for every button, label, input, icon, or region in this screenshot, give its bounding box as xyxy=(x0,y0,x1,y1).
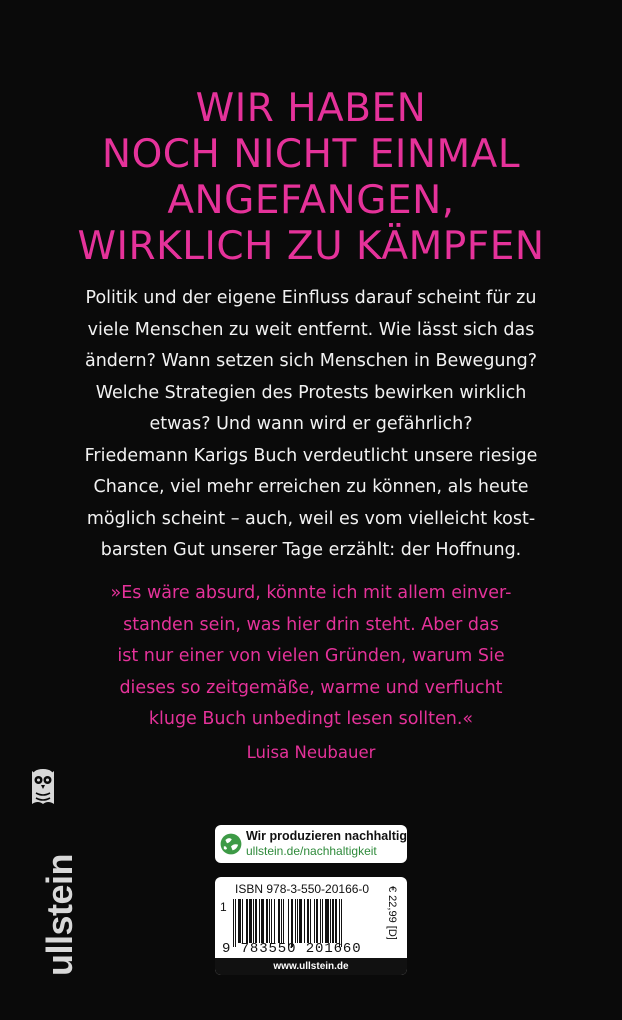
isbn-text: ISBN 978-3-550-20166-0 xyxy=(235,882,370,896)
barcode-bar xyxy=(307,899,309,943)
barcode-bar xyxy=(325,899,328,943)
barcode xyxy=(233,899,379,943)
barcode-bar xyxy=(299,899,302,943)
blurb-line: Welche Strategien des Protests bewirken wirklich xyxy=(95,382,527,403)
barcode-bar xyxy=(281,899,282,943)
barcode-bar xyxy=(246,899,248,943)
blurb-line: Chance, viel mehr erreichen zu können, als heute xyxy=(93,477,529,497)
owl-icon xyxy=(28,766,58,806)
blurb-line: etwas? Und wann wird er gefährlich? xyxy=(149,414,473,434)
quote-line: ist nur einer von vielen Gründen, warum Sie xyxy=(117,646,505,666)
barcode-bar xyxy=(295,899,296,943)
quote-line: dieses so zeitgemäße, warme und verflucht xyxy=(119,677,503,698)
barcode-bar xyxy=(297,899,298,943)
barcode-bar xyxy=(341,899,342,947)
barcode-bar xyxy=(242,899,243,943)
barcode-bar xyxy=(320,899,321,943)
headline-line: WIRKLICH ZU KÄMPFEN xyxy=(77,224,545,269)
headline-line: ANGEFANGEN, xyxy=(167,178,455,223)
barcode-bar xyxy=(253,899,254,943)
blurb-line: ändern? Wann setzen sich Menschen in Bewegung? xyxy=(84,351,538,371)
barcode-bar xyxy=(283,899,284,943)
eco-title: Wir produzieren nachhaltig xyxy=(245,829,407,843)
barcode-bar xyxy=(249,899,252,943)
barcode-bar xyxy=(304,899,305,943)
barcode-bar xyxy=(288,899,289,947)
sustainability-badge xyxy=(215,825,407,863)
barcode-bar xyxy=(330,899,331,943)
eco-url: ullstein.de/nachhaltigkeit xyxy=(245,844,377,858)
barcode-bar xyxy=(316,899,318,943)
blurb-line: möglich scheint – auch, weil es vom vielleicht kost- xyxy=(86,508,536,529)
barcode-digits: 9 783550 201660 xyxy=(222,941,362,957)
barcode-bar xyxy=(310,899,311,943)
barcode-bar xyxy=(271,899,272,943)
barcode-bar xyxy=(266,899,268,943)
quote-line: standen sein, was hier drin steht. Aber das xyxy=(123,614,499,635)
barcode-bar xyxy=(238,899,241,943)
blurb-line: Politik und der eigene Einfluss darauf scheint für zu xyxy=(85,288,537,308)
blurb-line: barsten Gut unserer Tage erzählt: der Hoffnung. xyxy=(100,540,522,560)
headline xyxy=(0,86,622,270)
publisher-logo xyxy=(18,766,80,976)
barcode-bar xyxy=(274,899,275,943)
blurb-line: Friedemann Karigs Buch verdeutlicht unsere riesige xyxy=(84,445,538,466)
barcode-bar xyxy=(332,899,334,943)
barcode-bar xyxy=(259,899,260,943)
barcode-bar xyxy=(261,899,264,943)
barcode-box xyxy=(215,877,407,975)
testimonial-quote xyxy=(0,578,622,768)
barcode-bar xyxy=(278,899,280,943)
barcode-bar xyxy=(255,899,257,943)
quote-line: kluge Buch unbedingt lesen sollten.« xyxy=(148,709,474,729)
barcode-bar xyxy=(291,899,293,947)
blurb-line: viele Menschen zu weit entfernt. Wie lässt sich das xyxy=(87,319,535,340)
publisher-website: www.ullstein.de xyxy=(215,958,407,975)
barcode-bar xyxy=(314,899,315,943)
barcode-bar xyxy=(335,899,337,943)
barcode-bar xyxy=(269,899,270,943)
barcode-bar xyxy=(235,899,236,947)
barcode-bar xyxy=(233,899,234,947)
logo-text: ullstein xyxy=(39,853,80,976)
blurb-text xyxy=(0,283,622,567)
headline-line: WIR HABEN xyxy=(195,86,427,131)
quote-line: »Es wäre absurd, könnte ich mit allem einver- xyxy=(110,583,512,603)
barcode-bar xyxy=(339,899,340,947)
barcode-first-digit: 1 xyxy=(220,900,227,914)
quote-author: Luisa Neubauer xyxy=(246,742,376,762)
globe-leaf-icon xyxy=(219,829,243,859)
price-label: € 22,99 [D] xyxy=(386,886,398,940)
headline-line: NOCH NICHT EINMAL xyxy=(101,132,521,177)
barcode-bar xyxy=(322,899,323,943)
